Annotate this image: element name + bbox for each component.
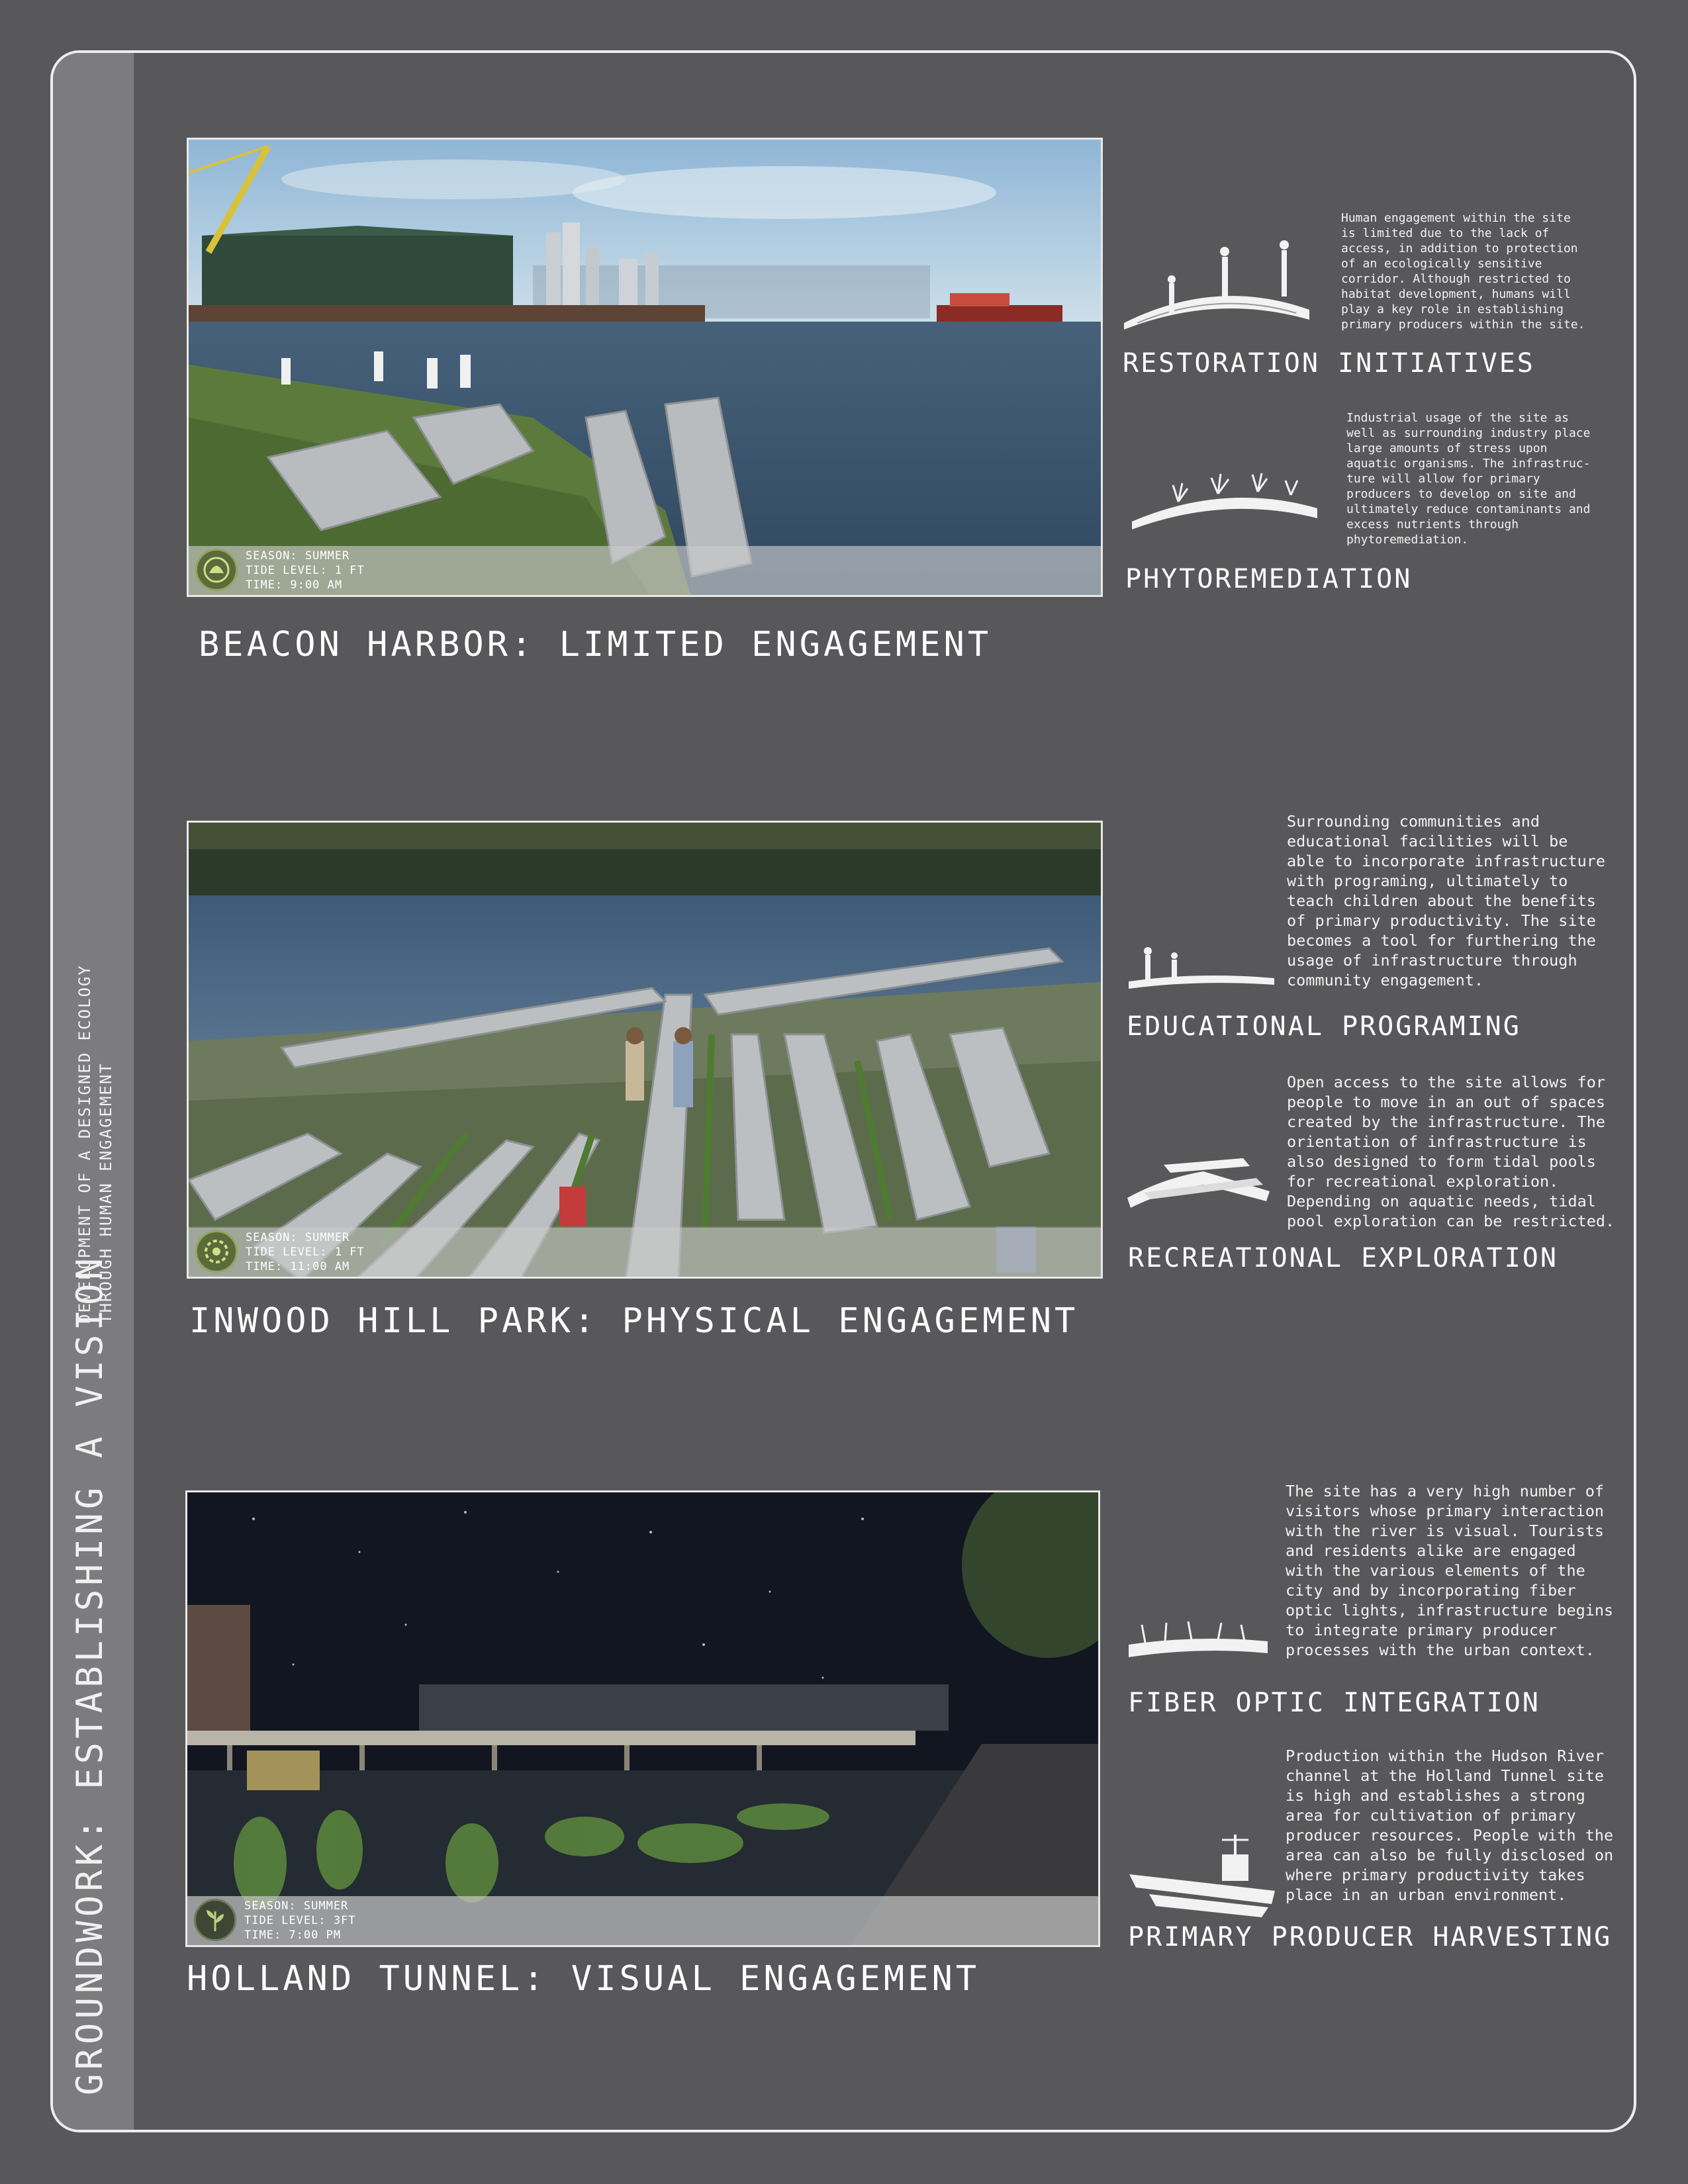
site-title-beacon-harbor: BEACON HARBOR: LIMITED ENGAGEMENT <box>199 625 992 664</box>
fiber-optic-icon <box>1125 1615 1271 1661</box>
beacon-harbor-scene <box>189 140 1103 597</box>
site-info-text <box>244 1899 356 1942</box>
phytoremediation-title: PHYTOREMEDIATION <box>1125 564 1413 594</box>
season-label: SEASON: SUMMER <box>244 1899 349 1913</box>
season-label: SEASON: SUMMER <box>246 549 350 563</box>
site-info-text <box>246 1230 365 1274</box>
restoration-text: Human engagement within the site is limited due to the lack of access, in addition to protection of an ecologically sensitive corridor. Although restricted to habitat development, humans will play a key role in establishing primary producers within the site. <box>1341 211 1585 332</box>
tide-label: TIDE LEVEL: 1 FT <box>246 1246 365 1259</box>
recreational-text: Open access to the site allows for people to move in an out of spaces created by the infrastructure. The orientation of infrastructure is also designed to form tidal pools for recreational exploration. Depending on aquatic needs, tidal pool exploration can be restricted. <box>1287 1073 1615 1230</box>
site-info-text <box>246 549 365 592</box>
subtitle-line-2: THROUGH HUMAN ENGAGEMENT <box>97 1062 115 1324</box>
inwood-hill-park-photo <box>187 821 1103 1279</box>
people-on-infrastructure-icon <box>1117 237 1316 336</box>
recycle-leaf-icon <box>201 555 232 585</box>
inwood-hill-park-scene <box>189 823 1103 1279</box>
season-badge <box>195 1230 238 1273</box>
educational-title: EDUCATIONAL PROGRAMING <box>1127 1011 1521 1042</box>
plants-on-infrastructure-icon <box>1125 455 1324 535</box>
season-badge <box>194 1899 236 1941</box>
beacon-harbor-photo <box>187 138 1103 597</box>
holland-tunnel-photo <box>185 1490 1100 1947</box>
educational-text: Surrounding communities and educational facilities will be able to incorporate infrastructure with programing, ultimately to teach children about the benefits of primary productivity. The site becomes a tool for furthering the usage of infrastructure through community engagement. <box>1287 812 1606 989</box>
fiber-optic-text: The site has a very high number of visitors whose primary interaction with the river is visual. Tourists and residents alike are engaged with the various elements of the city and by incorporating fiber optic lights, infrastructure begins to integrate primary producer processes with the urban context. <box>1286 1482 1614 1659</box>
season-badge <box>195 549 238 591</box>
site-title-holland-tunnel: HOLLAND TUNNEL: VISUAL ENGAGEMENT <box>187 1959 980 1999</box>
holland-tunnel-scene <box>187 1492 1100 1947</box>
poster-subtitle <box>74 964 117 1324</box>
tide-label: TIDE LEVEL: 3FT <box>244 1914 356 1927</box>
phytoremediation-text: Industrial usage of the site as well as surrounding industry place large amounts of stress upon aquatic organisms. The infrastruc- ture will allow for primary producers to develop on site and ultimately reduce contaminants and excess nutrients through phytoremediation. <box>1346 411 1591 547</box>
poster-title: GROUNDWORK: ESTABLISHING A VISION <box>69 1254 111 2095</box>
tide-label: TIDE LEVEL: 1 FT <box>246 564 365 577</box>
tidal-pool-icon <box>1124 1152 1276 1211</box>
plant-icon <box>200 1905 230 1935</box>
harvesting-text: Production within the Hudson River channel at the Holland Tunnel site is high and establishes a strong area for cultivation of primary producer resources. People with the area can also be fully disclosed on where primary productivity takes place in an urban environment. <box>1286 1747 1614 1904</box>
harvesting-boat-icon <box>1123 1828 1282 1921</box>
recreational-title: RECREATIONAL EXPLORATION <box>1128 1243 1558 1273</box>
harvesting-title: PRIMARY PRODUCER HARVESTING <box>1128 1922 1613 1952</box>
subtitle-line-1: DEVELOPMENT OF A DESIGNED ECOLOGY <box>75 964 94 1324</box>
site-title-inwood-hill-park: INWOOD HILL PARK: PHYSICAL ENGAGEMENT <box>189 1301 1079 1341</box>
gear-leaf-icon <box>201 1236 232 1267</box>
children-on-infrastructure-icon <box>1125 945 1278 991</box>
time-label: TIME: 9:00 AM <box>246 578 343 592</box>
time-label: TIME: 7:00 PM <box>244 1929 342 1942</box>
fiber-optic-title: FIBER OPTIC INTEGRATION <box>1128 1688 1540 1718</box>
time-label: TIME: 11:00 AM <box>246 1260 350 1273</box>
restoration-title: RESTORATION INITIATIVES <box>1123 348 1535 379</box>
season-label: SEASON: SUMMER <box>246 1231 350 1244</box>
